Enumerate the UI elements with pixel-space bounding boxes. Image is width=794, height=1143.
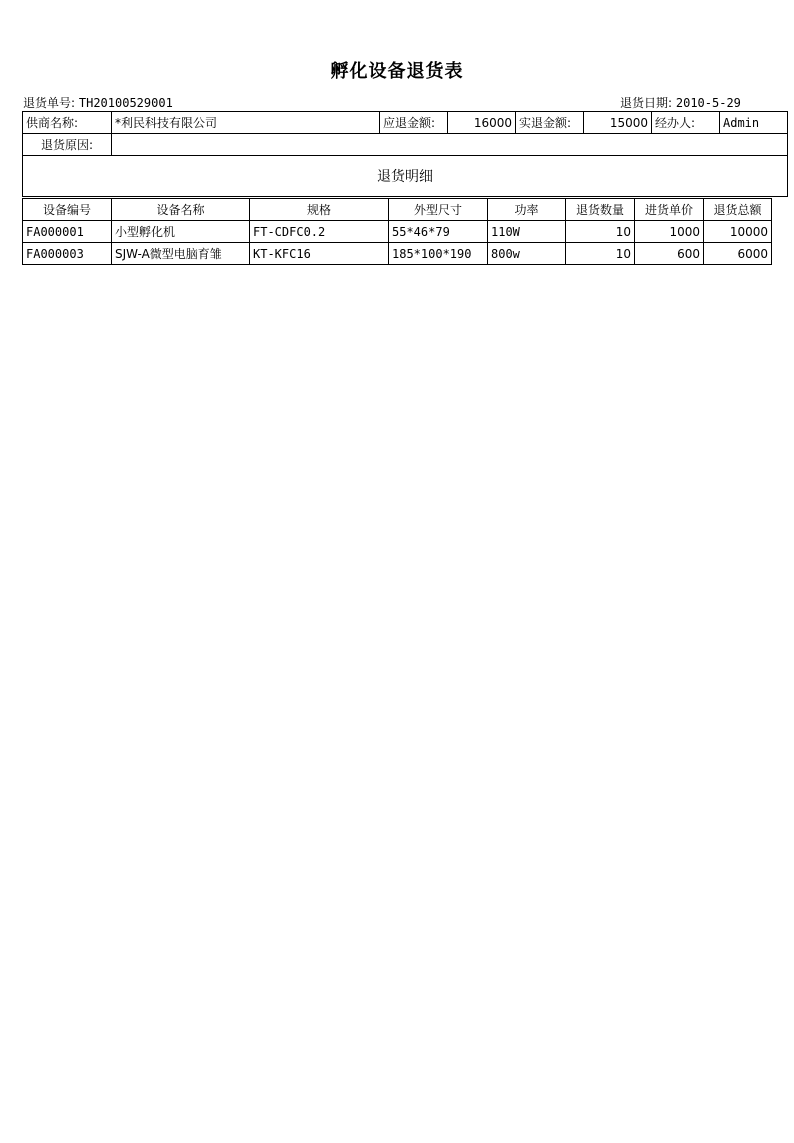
detail-table (22, 198, 772, 265)
header-cell: 外型尺寸 (389, 199, 488, 221)
handler-value[interactable]: Admin (720, 112, 788, 134)
actual-amount-value[interactable]: 15000 (584, 112, 652, 134)
cell-dimensions[interactable]: 185*100*190 (389, 243, 488, 265)
return-number-label: 退货单号: (23, 96, 76, 110)
header-cell: 设备编号 (23, 199, 112, 221)
due-amount-value[interactable]: 16000 (448, 112, 516, 134)
actual-amount-label: 实退金额: (516, 112, 584, 134)
due-amount-label: 应退金额: (380, 112, 448, 134)
header-cell: 功率 (488, 199, 566, 221)
cell-device-code[interactable]: FA000003 (23, 243, 112, 265)
supplier-label: 供商名称: (23, 112, 112, 134)
table-row (23, 221, 772, 243)
header-cell: 退货数量 (566, 199, 635, 221)
cell-unit-price[interactable]: 1000 (635, 221, 704, 243)
header-cell: 退货总额 (704, 199, 772, 221)
reason-value[interactable] (112, 134, 788, 156)
section-row (23, 156, 788, 197)
cell-spec[interactable]: FT-CDFC0.2 (250, 221, 389, 243)
return-date (620, 94, 741, 111)
supplier-value[interactable]: *利民科技有限公司 (112, 112, 380, 134)
cell-device-code[interactable]: FA000001 (23, 221, 112, 243)
return-date-label: 退货日期: (620, 96, 673, 110)
table-row (23, 243, 772, 265)
reason-row (23, 134, 788, 156)
detail-header-row (23, 199, 772, 221)
cell-unit-price[interactable]: 600 (635, 243, 704, 265)
return-date-value: 2010-5-29 (675, 96, 741, 110)
handler-label: 经办人: (652, 112, 720, 134)
info-row (23, 112, 788, 134)
cell-quantity[interactable]: 10 (566, 243, 635, 265)
cell-total[interactable]: 10000 (704, 221, 772, 243)
cell-power[interactable]: 110W (488, 221, 566, 243)
return-number (23, 94, 173, 111)
reason-label: 退货原因: (23, 134, 112, 156)
cell-spec[interactable]: KT-KFC16 (250, 243, 389, 265)
detail-section-title: 退货明细 (23, 156, 788, 197)
cell-power[interactable]: 800w (488, 243, 566, 265)
cell-device-name[interactable]: 小型孵化机 (112, 221, 250, 243)
cell-dimensions[interactable]: 55*46*79 (389, 221, 488, 243)
return-number-value: TH20100529001 (78, 96, 173, 110)
header-cell: 设备名称 (112, 199, 250, 221)
header-cell: 进货单价 (635, 199, 704, 221)
cell-quantity[interactable]: 10 (566, 221, 635, 243)
cell-total[interactable]: 6000 (704, 243, 772, 265)
cell-device-name[interactable]: SJW-A微型电脑育雏 (112, 243, 250, 265)
return-info-table (22, 111, 788, 197)
document-title: 孵化设备退货表 (330, 61, 464, 82)
header-cell: 规格 (250, 199, 389, 221)
